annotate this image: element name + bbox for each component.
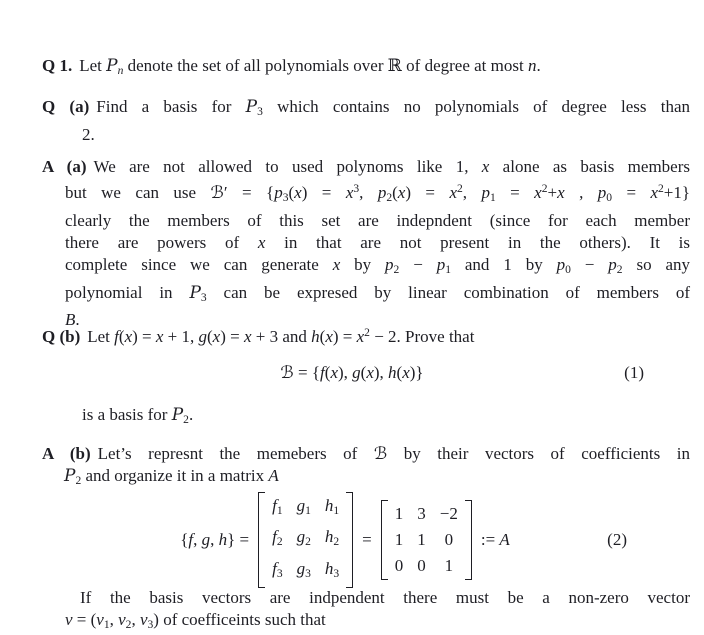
equation-2	[42, 496, 690, 584]
text-segment: Q 1.	[42, 56, 73, 75]
text-segment: x	[212, 326, 221, 346]
text-segment: (	[392, 183, 398, 203]
text-segment: x	[257, 232, 266, 252]
text-segment: p	[481, 183, 490, 203]
equation-1	[42, 362, 690, 384]
text-segment: x	[332, 255, 341, 275]
right-bracket	[465, 500, 472, 580]
text-segment: A	[499, 529, 510, 549]
text-segment: is a basis for	[82, 405, 172, 424]
text-segment: 2.	[82, 124, 95, 144]
text-segment: + 3 and	[251, 326, 312, 346]
text-segment: 1	[489, 191, 496, 205]
text-segment: .	[188, 405, 194, 424]
text-segment: 3	[305, 566, 311, 580]
matrix-cell: 3	[417, 504, 426, 523]
text-segment: 2	[658, 182, 664, 196]
text-segment: )}	[409, 363, 424, 382]
paragraph-aa	[42, 156, 691, 332]
if-line-2	[65, 609, 690, 635]
matrix-cells	[265, 492, 346, 588]
text-segment: p	[556, 255, 566, 275]
text-segment: f	[272, 527, 277, 547]
qa-line-1	[42, 96, 691, 124]
text-segment: 3	[147, 618, 154, 632]
matrix-coefficient-values	[381, 500, 472, 580]
text-segment: Q (a)	[42, 97, 90, 116]
text-segment: x	[534, 183, 542, 203]
text-segment: x	[481, 157, 490, 176]
matrix-cell: 1	[394, 504, 404, 523]
text-segment: p	[385, 255, 394, 275]
matrix-cell: 0	[417, 556, 426, 575]
text-segment: v	[118, 610, 126, 630]
text-segment: −	[570, 255, 609, 275]
text-segment: clearly the members of this set are indepndent (since for each member	[65, 210, 690, 230]
text-segment: ,	[462, 183, 482, 203]
text-segment: x	[325, 326, 333, 346]
text-segment: n	[527, 56, 537, 75]
aa-line-2	[65, 178, 690, 209]
text-segment: Let’s represnt the memebers of	[97, 444, 374, 463]
text-segment: .	[536, 56, 541, 75]
text-segment: 2	[386, 191, 393, 205]
equation-1-body	[28, 362, 676, 384]
text-segment: 2	[456, 182, 463, 196]
matrix-cell	[272, 559, 283, 584]
text-segment: (	[360, 363, 367, 382]
text-segment: by their vectors of coefficients in	[387, 444, 690, 463]
text-segment: .	[75, 310, 80, 330]
text-segment: ℬ	[373, 444, 388, 463]
text-segment: P	[64, 466, 76, 487]
equation-1-number: (1)	[624, 363, 644, 382]
text-segment: ,	[564, 183, 598, 203]
aa-line-5	[65, 254, 690, 282]
ab-line-1	[42, 443, 690, 465]
text-segment: x	[345, 183, 354, 203]
text-segment: x	[366, 363, 374, 382]
text-segment: 1	[276, 504, 283, 518]
text-segment: 3	[282, 191, 289, 205]
text-segment: n	[117, 64, 124, 78]
text-segment: polynomial in	[65, 282, 190, 302]
text-segment: {	[180, 529, 189, 549]
qb-line-2	[82, 404, 690, 432]
text-segment: f	[272, 496, 277, 516]
text-segment: x	[402, 363, 410, 382]
text-segment: g	[352, 363, 361, 382]
text-segment: 0	[606, 191, 613, 205]
aa-line-6	[65, 282, 690, 310]
text-segment: v	[65, 610, 73, 630]
text-segment: +1}	[663, 183, 691, 203]
text-segment: in that are not present in the others). It is	[265, 232, 691, 252]
text-segment: h	[324, 527, 334, 547]
text-segment: p	[274, 183, 283, 203]
text-segment: 2	[541, 182, 548, 196]
text-segment: there are powers of	[65, 232, 258, 252]
text-segment: p	[608, 255, 617, 275]
text-segment: 2	[364, 326, 370, 339]
paragraph-if	[65, 587, 690, 635]
text-segment: ) of coefficeints such that	[153, 610, 326, 630]
text-segment: and 1 by	[450, 255, 557, 275]
text-segment: ) =	[405, 183, 450, 203]
q1-line-1	[42, 55, 690, 83]
text-segment: f	[188, 529, 194, 549]
text-segment: (	[207, 326, 213, 346]
matrix-cell	[325, 559, 339, 584]
text-segment: 2	[125, 618, 132, 632]
text-segment: g	[296, 527, 306, 547]
text-segment: g	[296, 558, 306, 578]
text-segment: ℝ	[387, 56, 402, 75]
text-segment: = {	[293, 363, 321, 382]
text-segment: 2	[276, 535, 283, 549]
text-segment: P	[189, 282, 201, 303]
text-segment: ) =	[132, 326, 156, 346]
text-segment: ) =	[332, 326, 357, 346]
qa-line-2	[82, 124, 690, 146]
text-segment: x	[356, 326, 365, 346]
equation-2-number: (2)	[607, 529, 627, 549]
aa-line-1	[42, 156, 690, 178]
text-segment: =	[612, 183, 651, 203]
text-segment: x	[294, 183, 302, 203]
equation-2-rhs	[481, 529, 510, 551]
matrix-cell	[272, 527, 283, 552]
text-segment: 3	[257, 105, 263, 119]
text-segment: Let	[87, 326, 115, 346]
text-segment: ,	[210, 529, 219, 549]
text-segment: ,	[193, 529, 202, 549]
text-segment: h	[311, 326, 320, 346]
text-segment: x	[243, 326, 252, 346]
text-segment: − 2. Prove that	[369, 326, 475, 346]
text-segment: 2	[333, 535, 340, 549]
text-segment: p	[436, 255, 446, 275]
text-segment: 2	[616, 263, 623, 277]
text-segment: 1	[333, 504, 340, 518]
text-segment: 3	[353, 182, 360, 196]
matrix-coefficient-symbols	[258, 492, 353, 588]
matrix-cell	[297, 496, 311, 521]
matrix-cell	[272, 496, 283, 521]
text-segment: of degree at most	[401, 56, 528, 75]
text-segment: 1	[103, 618, 110, 632]
text-segment: ′ = {	[223, 183, 275, 203]
text-segment: 2	[393, 263, 400, 277]
text-segment: ,	[131, 610, 140, 630]
text-segment: Let	[79, 56, 107, 75]
text-segment: h	[324, 496, 334, 516]
text-segment: x	[124, 326, 133, 346]
text-segment: P	[106, 56, 118, 76]
text-segment: A (b)	[42, 444, 91, 463]
text-segment: ,	[359, 183, 378, 203]
text-segment: f	[272, 558, 277, 578]
text-segment: ),	[337, 363, 353, 382]
matrix-cell	[325, 527, 339, 552]
text-segment: ,	[109, 610, 119, 630]
equals-sign: =	[362, 529, 372, 549]
text-segment: but we can use	[65, 183, 211, 203]
matrix-cell	[297, 527, 311, 552]
text-segment: 0	[565, 263, 571, 277]
text-segment: can be expresed by linear combination of members of	[206, 282, 690, 302]
paragraph-qb-cont	[82, 404, 690, 432]
matrix-cell	[325, 496, 339, 521]
text-segment: If the basis vectors are indpendent there must be a non-zero vector	[80, 588, 690, 607]
text-segment: x	[650, 183, 659, 203]
text-segment: h	[388, 363, 397, 382]
text-segment: (	[319, 326, 326, 346]
text-segment: A (a)	[42, 157, 87, 176]
text-segment: ),	[373, 363, 389, 382]
text-segment: We are not allowed to used polynoms like 1,	[93, 157, 482, 176]
matrix-cell	[297, 559, 311, 584]
text-segment: ) =	[301, 183, 346, 203]
text-segment: 3	[200, 290, 207, 304]
paragraph-q1	[42, 55, 690, 83]
text-segment: by	[340, 255, 386, 275]
text-segment: p	[377, 183, 387, 203]
matrix-cell: 1	[444, 556, 454, 575]
paragraph-qa	[42, 96, 691, 146]
text-segment: p	[597, 183, 607, 203]
text-segment: 1	[305, 504, 311, 518]
text-segment: 3	[276, 566, 283, 580]
text-segment: and organize it in a matrix	[81, 466, 269, 486]
right-bracket	[346, 492, 353, 588]
matrix-cell: 0	[444, 530, 454, 549]
text-segment: x	[397, 183, 406, 203]
text-segment: (	[288, 183, 295, 203]
text-segment: so any	[622, 255, 691, 275]
text-segment: which contains no polynomials of degree less than	[262, 97, 691, 116]
text-segment: complete since we can generate	[65, 255, 333, 275]
text-segment: alone as basis members	[489, 157, 690, 176]
text-segment: (	[118, 326, 125, 346]
text-segment: Q (b)	[42, 326, 81, 346]
text-segment: f	[320, 363, 325, 382]
qb-line-1	[42, 322, 690, 348]
paragraph-ab	[42, 443, 690, 493]
text-segment: h	[218, 529, 228, 549]
text-segment: P	[245, 97, 258, 117]
text-segment: = (	[72, 610, 97, 630]
aa-line-4	[65, 232, 690, 254]
text-segment: v	[96, 610, 104, 630]
text-segment: 1	[445, 263, 451, 277]
text-segment: 3	[333, 566, 340, 580]
text-segment: + 1,	[163, 326, 199, 346]
if-line-1	[65, 587, 690, 609]
text-segment: x	[330, 363, 338, 382]
text-segment: denote the set of all polynomials over	[123, 56, 388, 75]
text-segment: 2	[305, 535, 311, 549]
text-segment: +	[547, 183, 558, 203]
text-segment: x	[449, 183, 457, 203]
matrix-cell: 0	[394, 556, 404, 575]
text-segment: B	[65, 310, 76, 330]
text-segment: :=	[480, 529, 500, 549]
left-bracket	[381, 500, 388, 580]
text-segment: P	[171, 405, 184, 425]
equation-2-lhs	[180, 529, 249, 551]
text-segment: (	[396, 363, 403, 382]
left-bracket	[258, 492, 265, 588]
text-segment: v	[139, 610, 148, 630]
text-segment: g	[296, 496, 306, 516]
text-segment: Find a basis for	[96, 97, 246, 116]
text-segment: ℬ	[280, 363, 294, 382]
aa-line-3	[65, 210, 690, 232]
text-segment: −	[399, 255, 437, 275]
matrix-cell: 1	[394, 530, 404, 549]
text-segment: ) =	[220, 326, 244, 346]
ab-line-2	[64, 465, 690, 493]
text-segment: g	[201, 529, 211, 549]
text-segment: A	[268, 466, 279, 486]
equation-2-body	[21, 496, 669, 584]
matrix-cell: 1	[417, 530, 426, 549]
text-segment: 2	[183, 413, 189, 427]
text-segment: 2	[75, 474, 82, 488]
text-segment: g	[198, 326, 207, 346]
text-segment: =	[495, 183, 535, 203]
text-segment: x	[557, 183, 565, 203]
text-segment: ℬ	[210, 183, 224, 203]
text-segment: h	[324, 558, 334, 578]
text-segment: (	[324, 363, 331, 382]
matrix-cells	[388, 500, 465, 580]
matrix-cell: −2	[439, 504, 458, 523]
text-segment: x	[155, 326, 164, 346]
text-segment: f	[114, 326, 119, 346]
paragraph-qb	[42, 322, 690, 348]
text-segment: } =	[227, 529, 250, 549]
